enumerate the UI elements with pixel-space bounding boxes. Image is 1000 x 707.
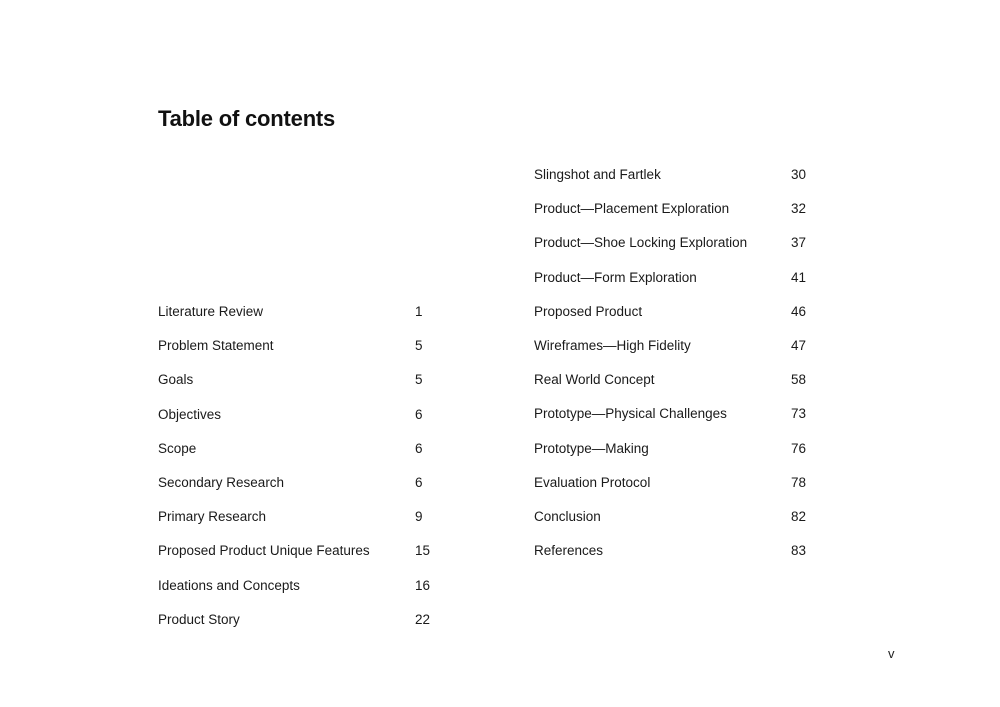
toc-entry-page: 37 [791,235,807,251]
toc-entry-title: Ideations and Concepts [158,577,300,593]
toc-entry-page: 5 [415,338,423,354]
toc-entry-page: 47 [791,338,807,353]
toc-entry-title: References [534,543,604,559]
toc-entry-page: 22 [415,611,431,627]
toc-entry-title: Secondary Research [158,475,285,490]
toc-entry-page: 16 [415,577,431,593]
toc-entry-title: Goals [158,372,194,388]
toc-entry-page: 6 [415,475,423,490]
page-number: v [888,646,895,661]
toc-entry-title: Wireframes—High Fidelity [534,338,691,353]
toc-entry-title: Primary Research [158,509,267,525]
toc-entry-page: 82 [791,509,807,524]
toc-entry-page: 46 [791,303,807,319]
toc-entry-title: Slingshot and Fartlek [534,167,661,182]
toc-entry-title: Literature Review [158,304,264,319]
toc-entry-page: 76 [791,440,807,456]
toc-entry-title: Product—Form Exploration [534,269,697,285]
toc-entry-page: 6 [415,406,423,422]
toc-entry-title: Objectives [158,406,222,422]
toc-entry-page: 30 [791,167,807,182]
toc-entry-page: 41 [791,269,807,285]
toc-entry-page: 5 [415,372,423,388]
toc-entry-page: 58 [791,372,807,388]
toc-entry-title: Prototype—Making [534,440,649,456]
toc-entry-page: 73 [791,406,807,422]
toc-entry-page: 15 [415,543,431,559]
toc-entry-title: Proposed Product Unique Features [158,543,370,559]
toc-entry-page: 78 [791,474,807,490]
toc-entry-page: 32 [791,201,807,217]
toc-entry-page: 9 [415,509,423,525]
toc-entry-title: Prototype—Physical Challenges [534,406,727,422]
toc-entry-page: 1 [415,304,423,319]
toc-entry-page: 83 [791,543,807,559]
toc-entry-title: Product—Placement Exploration [534,201,730,217]
toc-entry-title: Problem Statement [158,338,274,354]
toc-entry-title: Scope [158,440,197,456]
toc-entry-title: Evaluation Protocol [534,474,651,490]
page-title: Table of contents [158,106,336,131]
toc-entry-title: Product Story [158,611,240,627]
toc-entry-page: 6 [415,440,423,456]
toc-entry-title: Proposed Product [534,303,643,319]
toc-entry-title: Product—Shoe Locking Exploration [534,235,748,251]
toc-entry-title: Conclusion [534,509,601,524]
toc-entry-title: Real World Concept [534,372,655,388]
